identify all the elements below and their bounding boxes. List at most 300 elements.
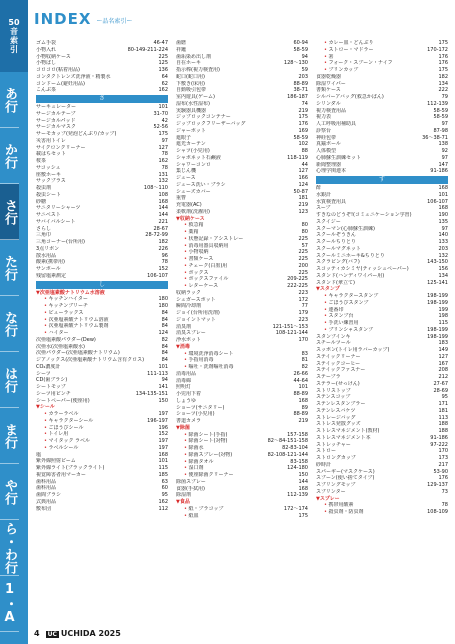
index-entry[interactable] [176,128,308,135]
index-entry[interactable] [36,165,168,172]
index-entry[interactable] [316,239,448,246]
entry-name: ジップロックフリーザーバッグ [176,121,246,127]
index-entry[interactable] [316,374,448,381]
entry-name: ステイックリーナー [316,353,361,360]
index-entry[interactable] [176,67,308,74]
index-subentry[interactable] [36,323,168,330]
index-subentry[interactable] [316,60,448,67]
index-subentry[interactable] [36,445,168,452]
entry-page-numbers: 222-225 [287,283,308,289]
index-subentry[interactable] [36,310,168,317]
index-entry[interactable] [36,219,168,226]
index-entry[interactable] [176,54,308,61]
tab-na-row[interactable]: な行 [0,296,19,352]
entry-name: シャワーコンロ [176,161,211,168]
index-entry[interactable] [176,317,308,324]
index-entry[interactable] [316,388,448,395]
index-entry[interactable] [176,303,308,310]
index-entry[interactable] [36,172,168,179]
index-entry[interactable] [36,398,168,405]
entry-name: 酸素(携帯用) [36,259,65,266]
entry-page-numbers: 209-225 [287,276,308,283]
entry-name: • 薬箱 [184,229,300,236]
entry-page-numbers: 80 [301,229,308,235]
entry-name: 小児用下着 [176,391,202,397]
entry-name: ストレス発散グッズ [316,421,361,428]
index-subentry[interactable] [176,263,308,270]
index-entry[interactable] [316,168,448,175]
index-entry[interactable] [176,162,308,169]
index-entry[interactable] [316,421,448,428]
entry-page-numbers: 79 [441,94,448,100]
index-entry[interactable] [176,195,308,202]
index-subentry[interactable] [176,472,308,479]
entry-name: スクラビング(バフ) [316,259,360,266]
index-subentry[interactable] [176,283,308,290]
entry-name: 視覚障害者用マーカー [36,471,86,478]
index-entry[interactable] [36,391,168,398]
index-entry[interactable] [176,60,308,67]
entry-name: しょうゆ [176,397,197,404]
entry-page-numbers: 168 [158,451,168,458]
index-subentry[interactable] [176,243,308,250]
index-entry[interactable] [36,266,168,273]
index-entry[interactable] [316,367,448,374]
entry-page-numbers: 44-64 [293,377,308,384]
index-subentry[interactable] [36,438,168,445]
entry-page-numbers: 176 [438,475,448,482]
index-subentry[interactable] [36,303,168,310]
index-entry[interactable] [316,394,448,401]
index-entry[interactable] [176,101,308,108]
index-subentry[interactable] [176,229,308,236]
entry-page-numbers: 198-199 [427,326,448,333]
index-entry[interactable] [36,111,168,118]
index-entry[interactable] [36,485,168,492]
index-subentry[interactable] [316,67,448,74]
tab-ta-row[interactable]: た行 [0,240,19,296]
index-entry[interactable] [36,87,168,94]
index-subentry[interactable] [176,506,308,513]
index-entry[interactable] [176,479,308,486]
entry-name: ジップロックコンテナー [176,114,231,121]
index-subentry[interactable] [176,364,308,371]
index-entry[interactable] [176,81,308,88]
entry-page-numbers: 121-151〜153 [272,323,308,330]
index-entry[interactable] [176,297,308,304]
index-entry[interactable] [176,40,308,47]
index-subentry[interactable] [36,317,168,324]
side-index-title [0,0,28,72]
index-subentry[interactable] [316,307,448,314]
index-subheading: ▼収納ケース [176,215,205,222]
index-subentry[interactable] [316,313,448,320]
index-subentry[interactable] [36,425,168,432]
entry-page-numbers: 112-139 [427,100,448,107]
index-entry[interactable] [176,405,308,412]
index-entry[interactable] [316,273,448,280]
index-column-3 [316,40,448,625]
entry-page-numbers: 113 [438,414,448,421]
entry-page-numbers: 188 [438,428,448,434]
index-entry[interactable] [316,135,448,142]
index-entry[interactable] [316,381,448,388]
index-subentry[interactable] [36,418,168,425]
index-subheading: ▼消毒 [176,343,190,350]
entry-page-numbers: 132 [438,252,448,259]
index-entry[interactable] [36,74,168,81]
index-subentry[interactable] [36,411,168,418]
entry-page-numbers: 203 [298,73,308,80]
index-entry[interactable] [36,67,168,74]
index-subentry[interactable] [316,293,448,300]
index-subentry[interactable] [316,502,448,509]
index-entry[interactable] [316,232,448,239]
index-entry[interactable] [36,131,168,138]
index-entry[interactable] [36,205,168,212]
index-entry[interactable] [176,135,308,142]
index-entry[interactable] [316,246,448,253]
entry-page-numbers: 162 [158,498,168,505]
index-entry[interactable] [36,124,168,131]
index-entry[interactable] [36,54,168,61]
index-entry[interactable] [176,384,308,391]
index-entry[interactable] [36,138,168,145]
entry-name: 遮眼子 [176,134,192,141]
index-entry[interactable] [176,121,308,128]
index-entry[interactable] [316,192,448,199]
index-entry[interactable] [316,334,448,341]
index-entry[interactable] [316,340,448,347]
entry-name: ステイックファスナー [316,367,366,374]
index-entry[interactable] [316,108,448,115]
entry-page-numbers: 82 [161,336,168,343]
index-entry[interactable] [316,347,448,354]
side-index-title-char: 索 [10,36,18,45]
index-entry[interactable] [316,361,448,368]
entry-page-numbers: 112 [158,505,168,512]
entry-name: 歯磨 [176,40,187,46]
index-entry[interactable] [176,492,308,499]
index-subentry[interactable] [316,509,448,516]
index-entry[interactable] [316,87,448,94]
entry-name: 三角コーナー(台所用) [36,239,85,245]
entry-name: ステンレスバケツ [316,407,356,414]
index-entry[interactable] [316,482,448,489]
index-entry[interactable] [36,465,168,472]
entry-name: • チェーク(白墨)用 [184,263,296,270]
index-entry[interactable] [316,428,448,435]
index-entry[interactable] [176,182,308,189]
index-subentry[interactable] [316,47,448,54]
index-entry[interactable] [316,199,448,206]
entry-name: 浄水ポット [176,337,202,343]
tab-ha-row[interactable]: は行 [0,352,19,408]
index-subentry[interactable] [36,330,168,337]
entry-name: スクールマグネット [316,245,361,252]
entry-page-numbers: 149 [438,347,448,353]
index-entry[interactable] [316,128,448,135]
entry-page-numbers: 186-187 [287,94,308,100]
page-title: INDEX [34,10,92,28]
entry-page-numbers: 157-158 [287,431,308,438]
index-subentry[interactable] [176,249,308,256]
page-footer [34,626,121,640]
index-entry[interactable] [36,40,168,47]
index-entry[interactable] [316,226,448,233]
index-entry[interactable] [316,462,448,469]
entry-page-numbers: 115 [158,465,168,471]
entry-page-numbers: 82 [301,364,308,370]
index-entry[interactable] [176,74,308,81]
entry-name: • 箸 [324,54,436,61]
index-entry[interactable] [176,168,308,175]
index-entry[interactable] [316,415,448,422]
index-entry[interactable] [176,141,308,148]
index-entry[interactable] [316,114,448,121]
index-subentry[interactable] [36,296,168,303]
index-entry[interactable] [316,74,448,81]
entry-page-numbers: 97 [441,154,448,161]
tab-sa-row[interactable]: さ行 [0,184,19,240]
index-subentry[interactable] [316,327,448,334]
index-entry[interactable] [36,118,168,125]
index-entry[interactable] [36,232,168,239]
index-entry[interactable] [176,148,308,155]
index-entry[interactable] [176,391,308,398]
index-entry[interactable] [176,398,308,405]
index-entry[interactable] [316,408,448,415]
tab-ya-row[interactable]: や行 [0,464,19,520]
entry-name: ストレスマネジメント本 [316,434,371,441]
index-entry[interactable] [176,330,308,337]
index-entry[interactable] [36,259,168,266]
index-entry[interactable] [36,185,168,192]
index-entry[interactable] [176,290,308,297]
entry-name: ショーツ(サニタリー) [176,404,225,411]
index-entry[interactable] [36,104,168,111]
index-entry[interactable] [36,452,168,459]
index-entry[interactable] [316,253,448,260]
index-entry[interactable] [36,212,168,219]
index-subentry[interactable] [176,513,308,520]
index-entry[interactable] [316,162,448,169]
index-entry[interactable] [176,411,308,418]
index-entry[interactable] [316,81,448,88]
index-entry[interactable] [176,155,308,162]
index-subentry[interactable] [176,432,308,439]
entry-name: 水質検査用具 [316,198,347,205]
entry-page-numbers: 170-172 [427,46,448,53]
index-subentry[interactable] [316,320,448,327]
index-entry[interactable] [316,141,448,148]
index-entry[interactable] [316,435,448,442]
entry-name: ストリストップ [316,387,351,394]
index-entry[interactable] [176,337,308,344]
index-entry[interactable] [176,378,308,385]
index-entry[interactable] [36,192,168,199]
index-entry[interactable] [176,175,308,182]
entry-name: 照明灯 [176,384,192,391]
entry-name: • 消毒用器具収納用 [184,243,300,250]
entry-name: • 救急箱 [184,222,300,229]
entry-name: • ごほうびスタンプ [324,300,425,307]
index-entry[interactable] [316,148,448,155]
index-entry[interactable] [36,492,168,499]
index-entry[interactable] [36,377,168,384]
entry-page-numbers: 166 [298,175,308,181]
index-entry[interactable] [36,384,168,391]
index-entry[interactable] [36,499,168,506]
index-entry[interactable] [176,371,308,378]
entry-page-numbers: 91-186 [430,168,448,175]
entry-name: サコッシュ [36,164,61,171]
index-entry[interactable] [176,486,308,493]
index-entry[interactable] [316,401,448,408]
section-header: す [316,176,448,184]
entry-page-numbers: 27-67 [433,380,448,387]
entry-name: 次亜パウダー(次亜塩素酸ナトリウム) [36,350,120,357]
index-entry[interactable] [36,350,168,357]
index-entry[interactable] [36,458,168,465]
index-entry[interactable] [316,219,448,226]
tab-a-row[interactable]: あ行 [0,72,19,128]
index-entry[interactable] [36,47,168,54]
index-entry[interactable] [176,209,308,216]
index-entry[interactable] [36,145,168,152]
index-entry[interactable] [316,259,448,266]
entry-name: • 湿口剤 [184,465,285,472]
index-entry[interactable] [36,81,168,88]
entry-name: サージカルマスク [36,124,76,131]
index-subentry[interactable] [176,452,308,459]
index-subentry[interactable] [316,300,448,307]
index-entry[interactable] [316,442,448,449]
index-entry[interactable] [316,101,448,108]
index-subentry[interactable] [36,431,168,438]
tab-ra-wa-row[interactable]: ら・わ行 [0,520,19,576]
index-entry[interactable] [36,199,168,206]
entry-page-numbers: 84 [161,309,168,316]
index-entry[interactable] [316,205,448,212]
entry-page-numbers: 82-108-121-144 [267,451,308,458]
index-subentry[interactable] [316,40,448,47]
entry-name: ジュース [176,175,196,181]
index-entry[interactable] [36,337,168,344]
index-entry[interactable] [316,121,448,128]
index-entry[interactable] [176,310,308,317]
index-entry[interactable] [36,226,168,233]
index-subentry[interactable] [176,357,308,364]
index-entry[interactable] [36,344,168,351]
index-entry[interactable] [36,506,168,513]
index-subentry[interactable] [176,270,308,277]
entry-name: 消臭スプレー [176,330,206,337]
index-entry[interactable] [316,212,448,219]
entry-page-numbers: 96 [161,252,168,259]
entry-page-numbers: 172 [298,296,308,303]
index-entry[interactable] [176,114,308,121]
entry-name: • 嘔吐・洗剤嘔吐消毒 [184,364,300,371]
index-entry[interactable] [36,479,168,486]
index-entry[interactable] [176,94,308,101]
index-entry[interactable] [36,357,168,364]
index-entry[interactable] [36,151,168,158]
index-subentry[interactable] [176,236,308,243]
index-entry[interactable] [316,94,448,101]
entry-name: サーキュレーター [36,104,77,110]
tab-ma-row[interactable]: ま行 [0,408,19,464]
index-entry[interactable] [316,489,448,496]
index-entry[interactable] [176,108,308,115]
index-entry[interactable] [316,266,448,273]
index-entry[interactable] [176,87,308,94]
tab-ka-row[interactable]: か行 [0,128,19,184]
index-entry[interactable] [36,364,168,371]
index-subentry[interactable] [176,465,308,472]
index-entry[interactable] [316,475,448,482]
index-entry[interactable] [36,158,168,165]
entry-page-numbers: 173 [438,455,448,461]
index-entry[interactable] [316,185,448,192]
index-entry[interactable] [176,189,308,196]
index-entry[interactable] [36,371,168,378]
index-entry[interactable] [316,448,448,455]
entry-name: シャツ(小児用) [176,148,210,154]
index-subentry[interactable] [176,222,308,229]
index-entry[interactable] [36,60,168,67]
entry-name: ジアノックス(次亜塩素酸ナトリウム含有クロス) [36,357,145,363]
entry-page-numbers: 63 [161,478,168,485]
entry-name: スクールちりとり [316,239,356,245]
index-subentry[interactable] [176,438,308,445]
index-entry[interactable] [36,239,168,246]
index-entry[interactable] [316,469,448,476]
index-entry[interactable] [176,47,308,54]
entry-name: 小物収納ケース [36,53,71,60]
entry-name: サージカルパッド [36,117,76,124]
index-subentry[interactable] [176,459,308,466]
entry-page-numbers: 84 [161,316,168,323]
entry-page-numbers: 124 [158,330,168,336]
index-entry[interactable] [176,324,308,331]
entry-page-numbers: 225 [298,269,308,276]
tab-number-alpha[interactable]: 1・A [0,576,19,632]
index-entry[interactable] [316,455,448,462]
entry-name: 自在ホーキ [176,60,202,67]
index-entry[interactable] [36,472,168,479]
entry-name: ストロングカップ [316,455,356,461]
index-subentry[interactable] [176,351,308,358]
entry-page-numbers: 179 [298,310,308,316]
index-entry[interactable] [36,246,168,253]
index-entry[interactable] [36,253,168,260]
entry-name: 指示棒(視力検査用) [176,67,220,73]
index-entry[interactable] [176,418,308,425]
index-entry[interactable] [36,178,168,185]
index-entry[interactable] [176,202,308,209]
index-entry[interactable] [36,273,168,280]
index-subentry[interactable] [176,445,308,452]
index-entry[interactable] [316,354,448,361]
index-subentry[interactable] [176,276,308,283]
index-subentry[interactable] [316,54,448,61]
index-columns [36,40,448,625]
entry-name: • ラベルシール [44,445,156,452]
index-entry[interactable] [316,155,448,162]
index-subentry[interactable] [176,256,308,263]
entry-name: CO₂濃度計 [36,363,61,370]
